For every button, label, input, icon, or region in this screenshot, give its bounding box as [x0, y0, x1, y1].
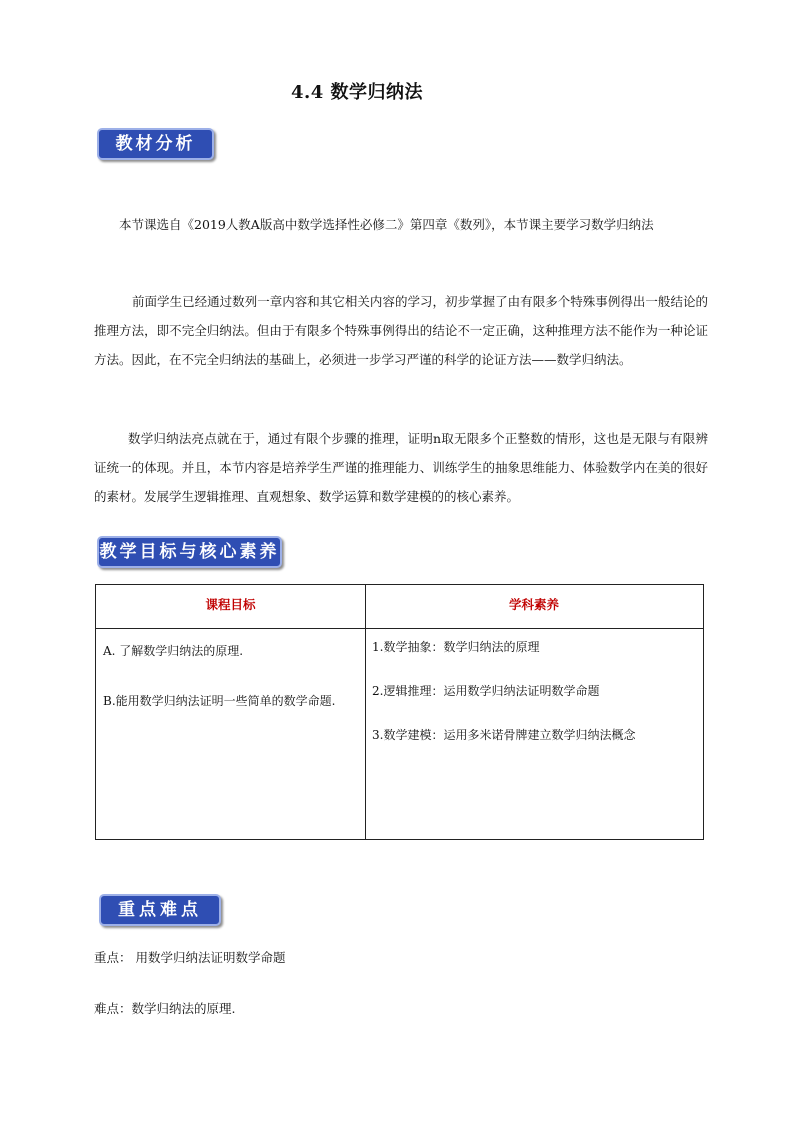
paragraph-background: 前面学生已经通过数列一章内容和其它相关内容的学习，初步掌握了由有限多个特殊事例得出一般结论的推理方法，即不完全归纳法。但由于有限多个特殊事例得出的结论不一定正确，这种推理方法不能作为一种论证方法。因此，在不完全归纳法的基础上，必须进一步学习严谨的科学的论证方法——数学归纳法。: [94, 294, 708, 367]
table-column-divider: [365, 585, 366, 839]
paragraph-highlight: 数学归纳法亮点就在于，通过有限个步骤的推理，证明n取无限多个正整数的情形，这也是无限与有限辨证统一的体现。并且，本节内容是培养学生严谨的推理能力、训练学生的抽象思维能力、体验数学内在美的很好的素材。发展学生逻辑推理、直观想象、数学运算和数学建模的的核心素养。: [94, 431, 708, 504]
section-badge-keypoints: 重点难点: [99, 894, 221, 926]
goal-item-b: B.能用数学归纳法证明一些简单的数学命题.: [103, 694, 336, 708]
table-header-competencies: 学科素养: [508, 597, 559, 612]
goals-table: [95, 584, 704, 840]
section-badge-goals: 教学目标与核心素养: [97, 536, 282, 568]
section-badge-analysis: 教材分析: [97, 128, 214, 160]
table-header-course-goals: 课程目标: [205, 597, 256, 612]
competency-item-3: 3.数学建模：运用多米诺骨牌建立数学归纳法概念: [372, 728, 636, 742]
table-header-divider: [96, 628, 703, 629]
page-title: 4.4 数学归纳法: [290, 82, 424, 103]
goal-item-a: A. 了解数学归纳法的原理.: [103, 644, 244, 658]
paragraph-intro: 本节课选自《2019人教A版高中数学选择性必修二》第四章《数列》，本节课主要学习数学归纳法: [119, 217, 654, 232]
competency-item-2: 2.逻辑推理：运用数学归纳法证明数学命题: [372, 684, 600, 698]
key-difficulty: 难点：数学归纳法的原理.: [94, 1001, 236, 1016]
competency-item-1: 1.数学抽象：数学归纳法的原理: [372, 640, 540, 654]
key-emphasis: 重点： 用数学归纳法证明数学命题: [94, 950, 286, 965]
